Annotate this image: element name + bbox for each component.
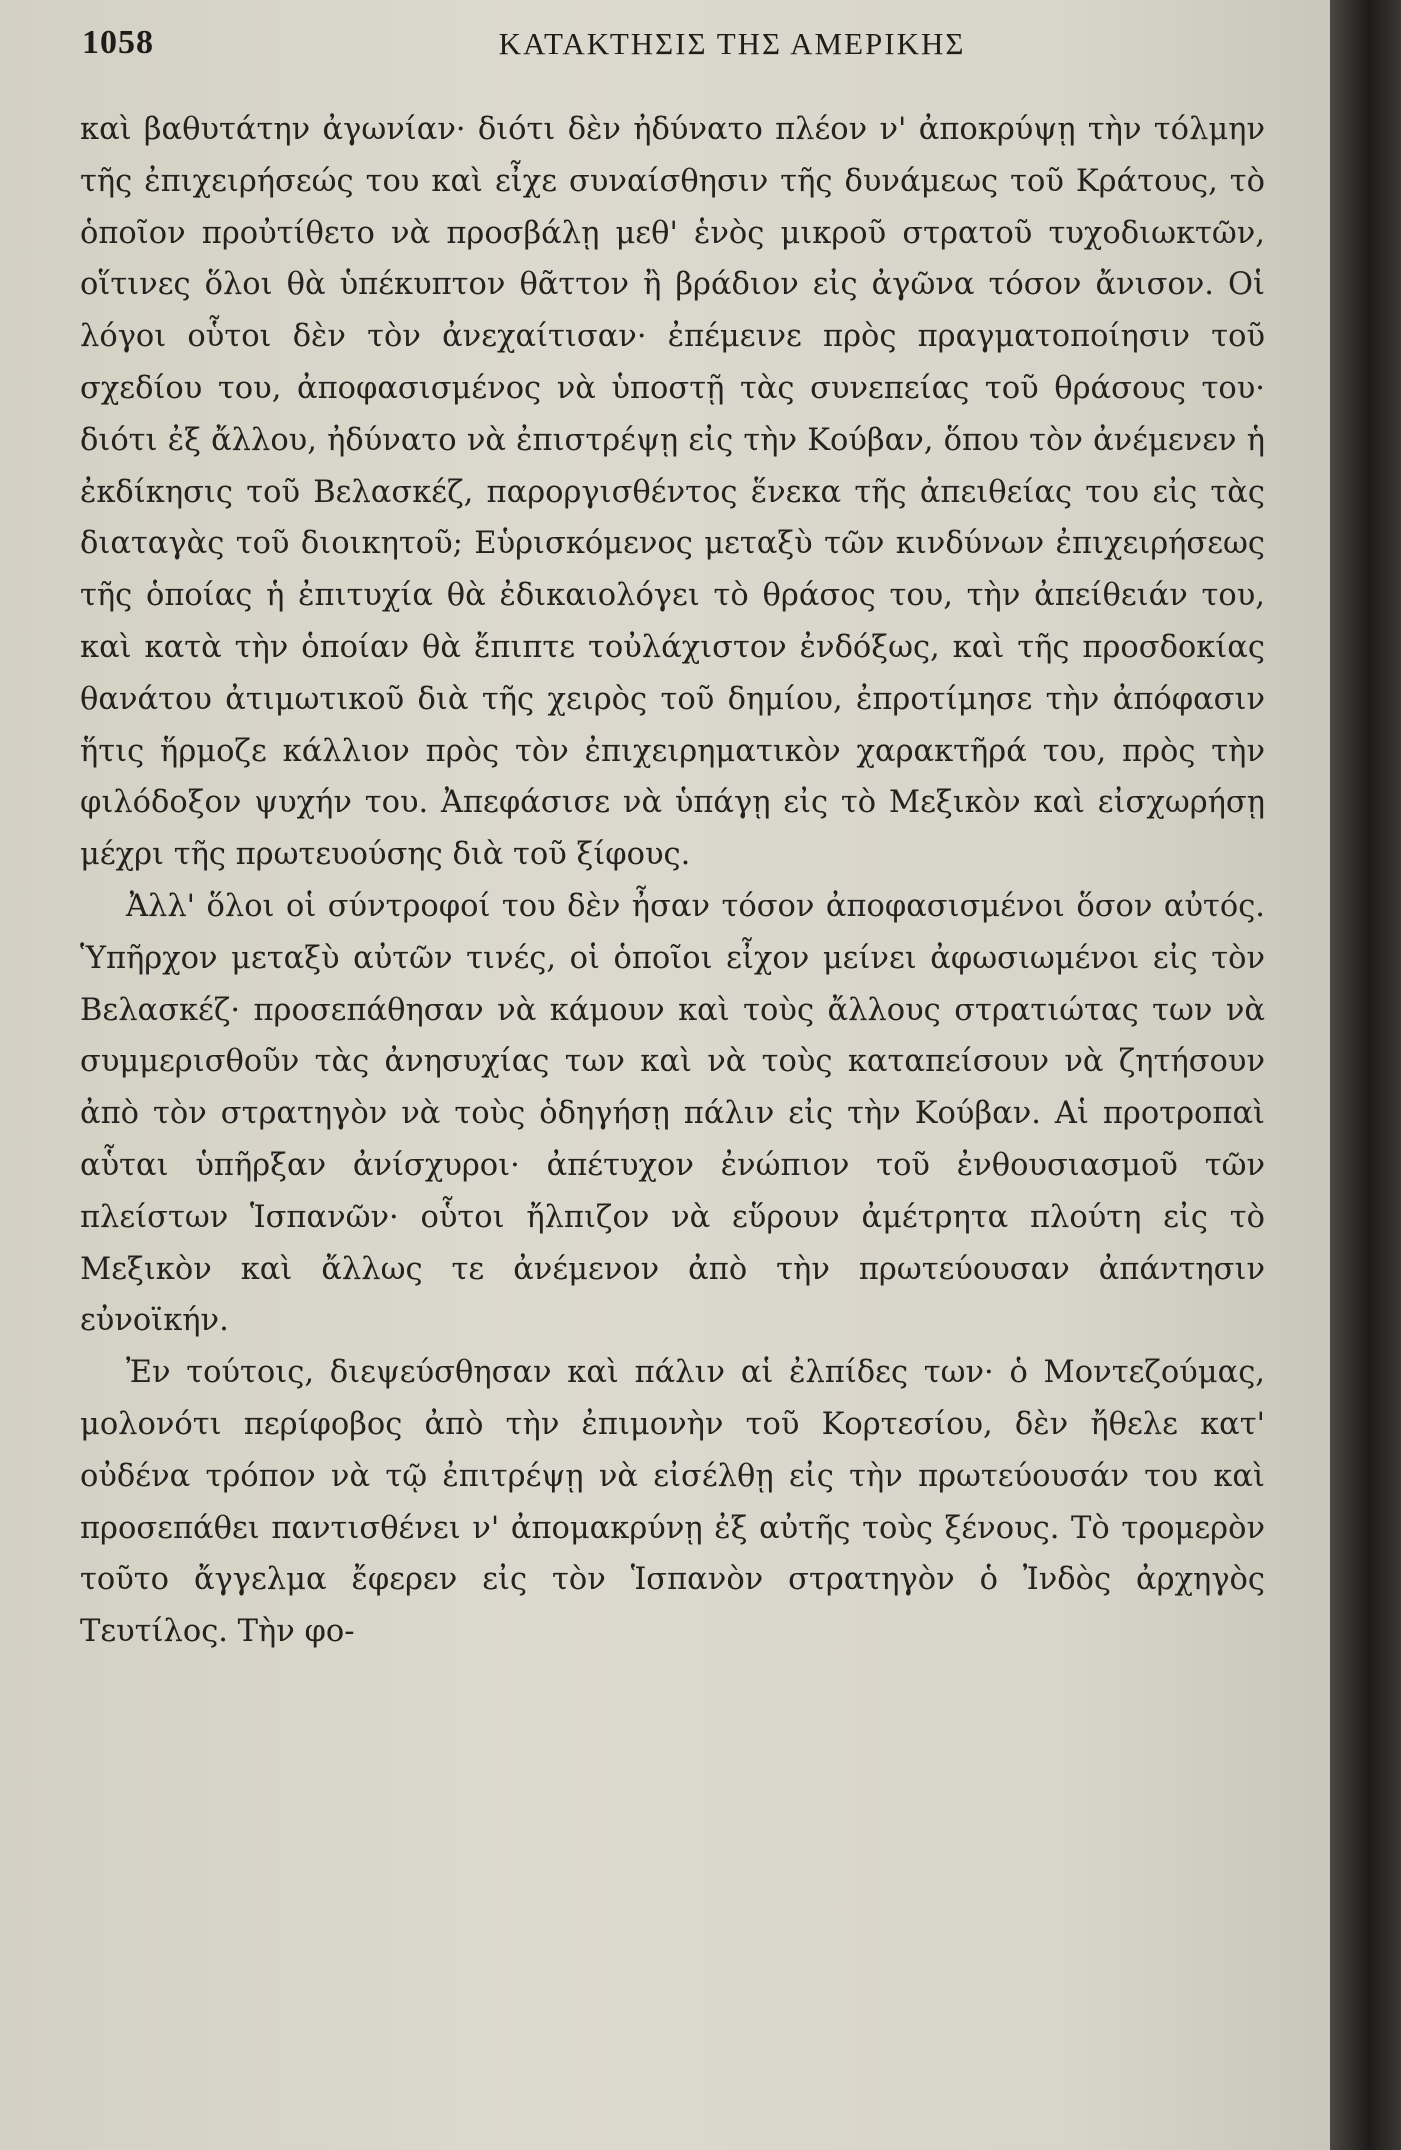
paragraph-3: Ἐν τούτοις, διεψεύσθησαν καὶ πάλιν αἱ ἐλπίδες των· ὁ Μοντεζούμας, μολονότι περίφοβος ἀπὸ τὴν ἐπιμονὴν τοῦ Κορτεσίου, δὲν ἤθελε κατ' οὐδένα τρόπον νὰ τῷ ἐπιτρέψῃ νὰ εἰσέλθῃ εἰς τὴν πρωτεύουσάν του καὶ προσεπάθει παντισθένει ν' ἀπομακρύνῃ ἐξ αὐτῆς τοὺς ξένους. Τὸ τρομερὸν τοῦτο ἄγγελμα ἔφερεν εἰς τὸν Ἱσπανὸν στρατηγὸν ὁ Ἰνδὸς ἀρχηγὸς Τευτίλος. Τὴν φο- — [80, 1355, 1265, 1650]
paragraph-1: καὶ βαθυτάτην ἀγωνίαν· διότι δὲν ἠδύνατο πλέον ν' ἀποκρύψῃ τὴν τόλμην τῆς ἐπιχειρήσεώς του καὶ εἶχε συναίσθησιν τῆς δυνάμεως τοῦ Κράτους, τὸ ὁποῖον προὐτίθετο νὰ προσβάλῃ μεθ' ἑνὸς μικροῦ στρατοῦ τυχοδιωκτῶν, οἵτινες ὅλοι θὰ ὑπέκυπτον θᾶττον ἢ βράδιον εἰς ἀγῶνα τόσον ἄνισον. Οἱ λόγοι οὗτοι δὲν τὸν ἀνεχαίτισαν· ἐπέμεινε πρὸς πραγματοποίησιν τοῦ σχεδίου του, ἀποφασισμένος νὰ ὑποστῇ τὰς συνεπείας τοῦ θράσους του· διότι ἐξ ἄλλου, ἠδύνατο νὰ ἐπιστρέψῃ εἰς τὴν Κούβαν, ὅπου τὸν ἀνέμενεν ἡ ἐκδίκησις τοῦ Βελασκέζ, παροργισθέντος ἕνεκα τῆς ἀπειθείας του εἰς τὰς διαταγὰς τοῦ διοικητοῦ; Εὑρισκόμενος μεταξὺ τῶν κινδύνων ἐπιχειρήσεως τῆς ὁποίας ἡ ἐπιτυχία θὰ ἐδικαιολόγει τὸ θράσος του, τὴν ἀπείθειάν του, καὶ κατὰ τὴν ὁποίαν θὰ ἔπιπτε τοὐλάχιστον ἐνδόξως, καὶ τῆς προσδοκίας θανάτου ἀτιμωτικοῦ διὰ τῆς χειρὸς τοῦ δημίου, ἐπροτίμησε τὴν ἀπόφασιν ἥτις ἥρμοζε κάλλιον πρὸς τὸν ἐπιχειρηματικὸν χαρακτῆρά του, πρὸς τὴν φιλόδοξον ψυχήν του. Ἀπεφάσισε νὰ ὑπάγῃ εἰς τὸ Μεξικὸν καὶ εἰσχωρήσῃ μέχρι τῆς πρωτευούσης διὰ τοῦ ξίφους. — [80, 112, 1265, 873]
running-title: ΚΑΤΑΚΤΗΣΙΣ ΤΗΣ ΑΜΕΡΙΚΗΣ — [498, 26, 966, 61]
page-header — [82, 24, 1262, 74]
book-gutter — [1330, 0, 1401, 2150]
body-text — [80, 104, 1265, 1658]
page-number: 1058 — [82, 24, 154, 61]
paragraph-2: Ἀλλ' ὅλοι οἱ σύντροφοί του δὲν ἦσαν τόσον ἀποφασισμένοι ὅσον αὐτός. Ὑπῆρχον μεταξὺ αὐτῶν τινές, οἱ ὁποῖοι εἶχον μείνει ἀφωσιωμένοι εἰς τὸν Βελασκέζ· προσεπάθησαν νὰ κάμουν καὶ τοὺς ἄλλους στρατιώτας των νὰ συμμερισθοῦν τὰς ἀνησυχίας των καὶ νὰ τοὺς καταπείσουν νὰ ζητήσουν ἀπὸ τὸν στρατηγὸν νὰ τοὺς ὁδηγήσῃ πάλιν εἰς τὴν Κούβαν. Αἱ προτροπαὶ αὗται ὑπῆρξαν ἀνίσχυροι· ἀπέτυχον ἐνώπιον τοῦ ἐνθουσιασμοῦ τῶν πλείστων Ἱσπανῶν· οὗτοι ἤλπιζον νὰ εὕρουν ἀμέτρητα πλούτη εἰς τὸ Μεξικὸν καὶ ἄλλως τε ἀνέμενον ἀπὸ τὴν πρωτεύουσαν ἀπάντησιν εὐνοϊκήν. — [80, 888, 1265, 1339]
